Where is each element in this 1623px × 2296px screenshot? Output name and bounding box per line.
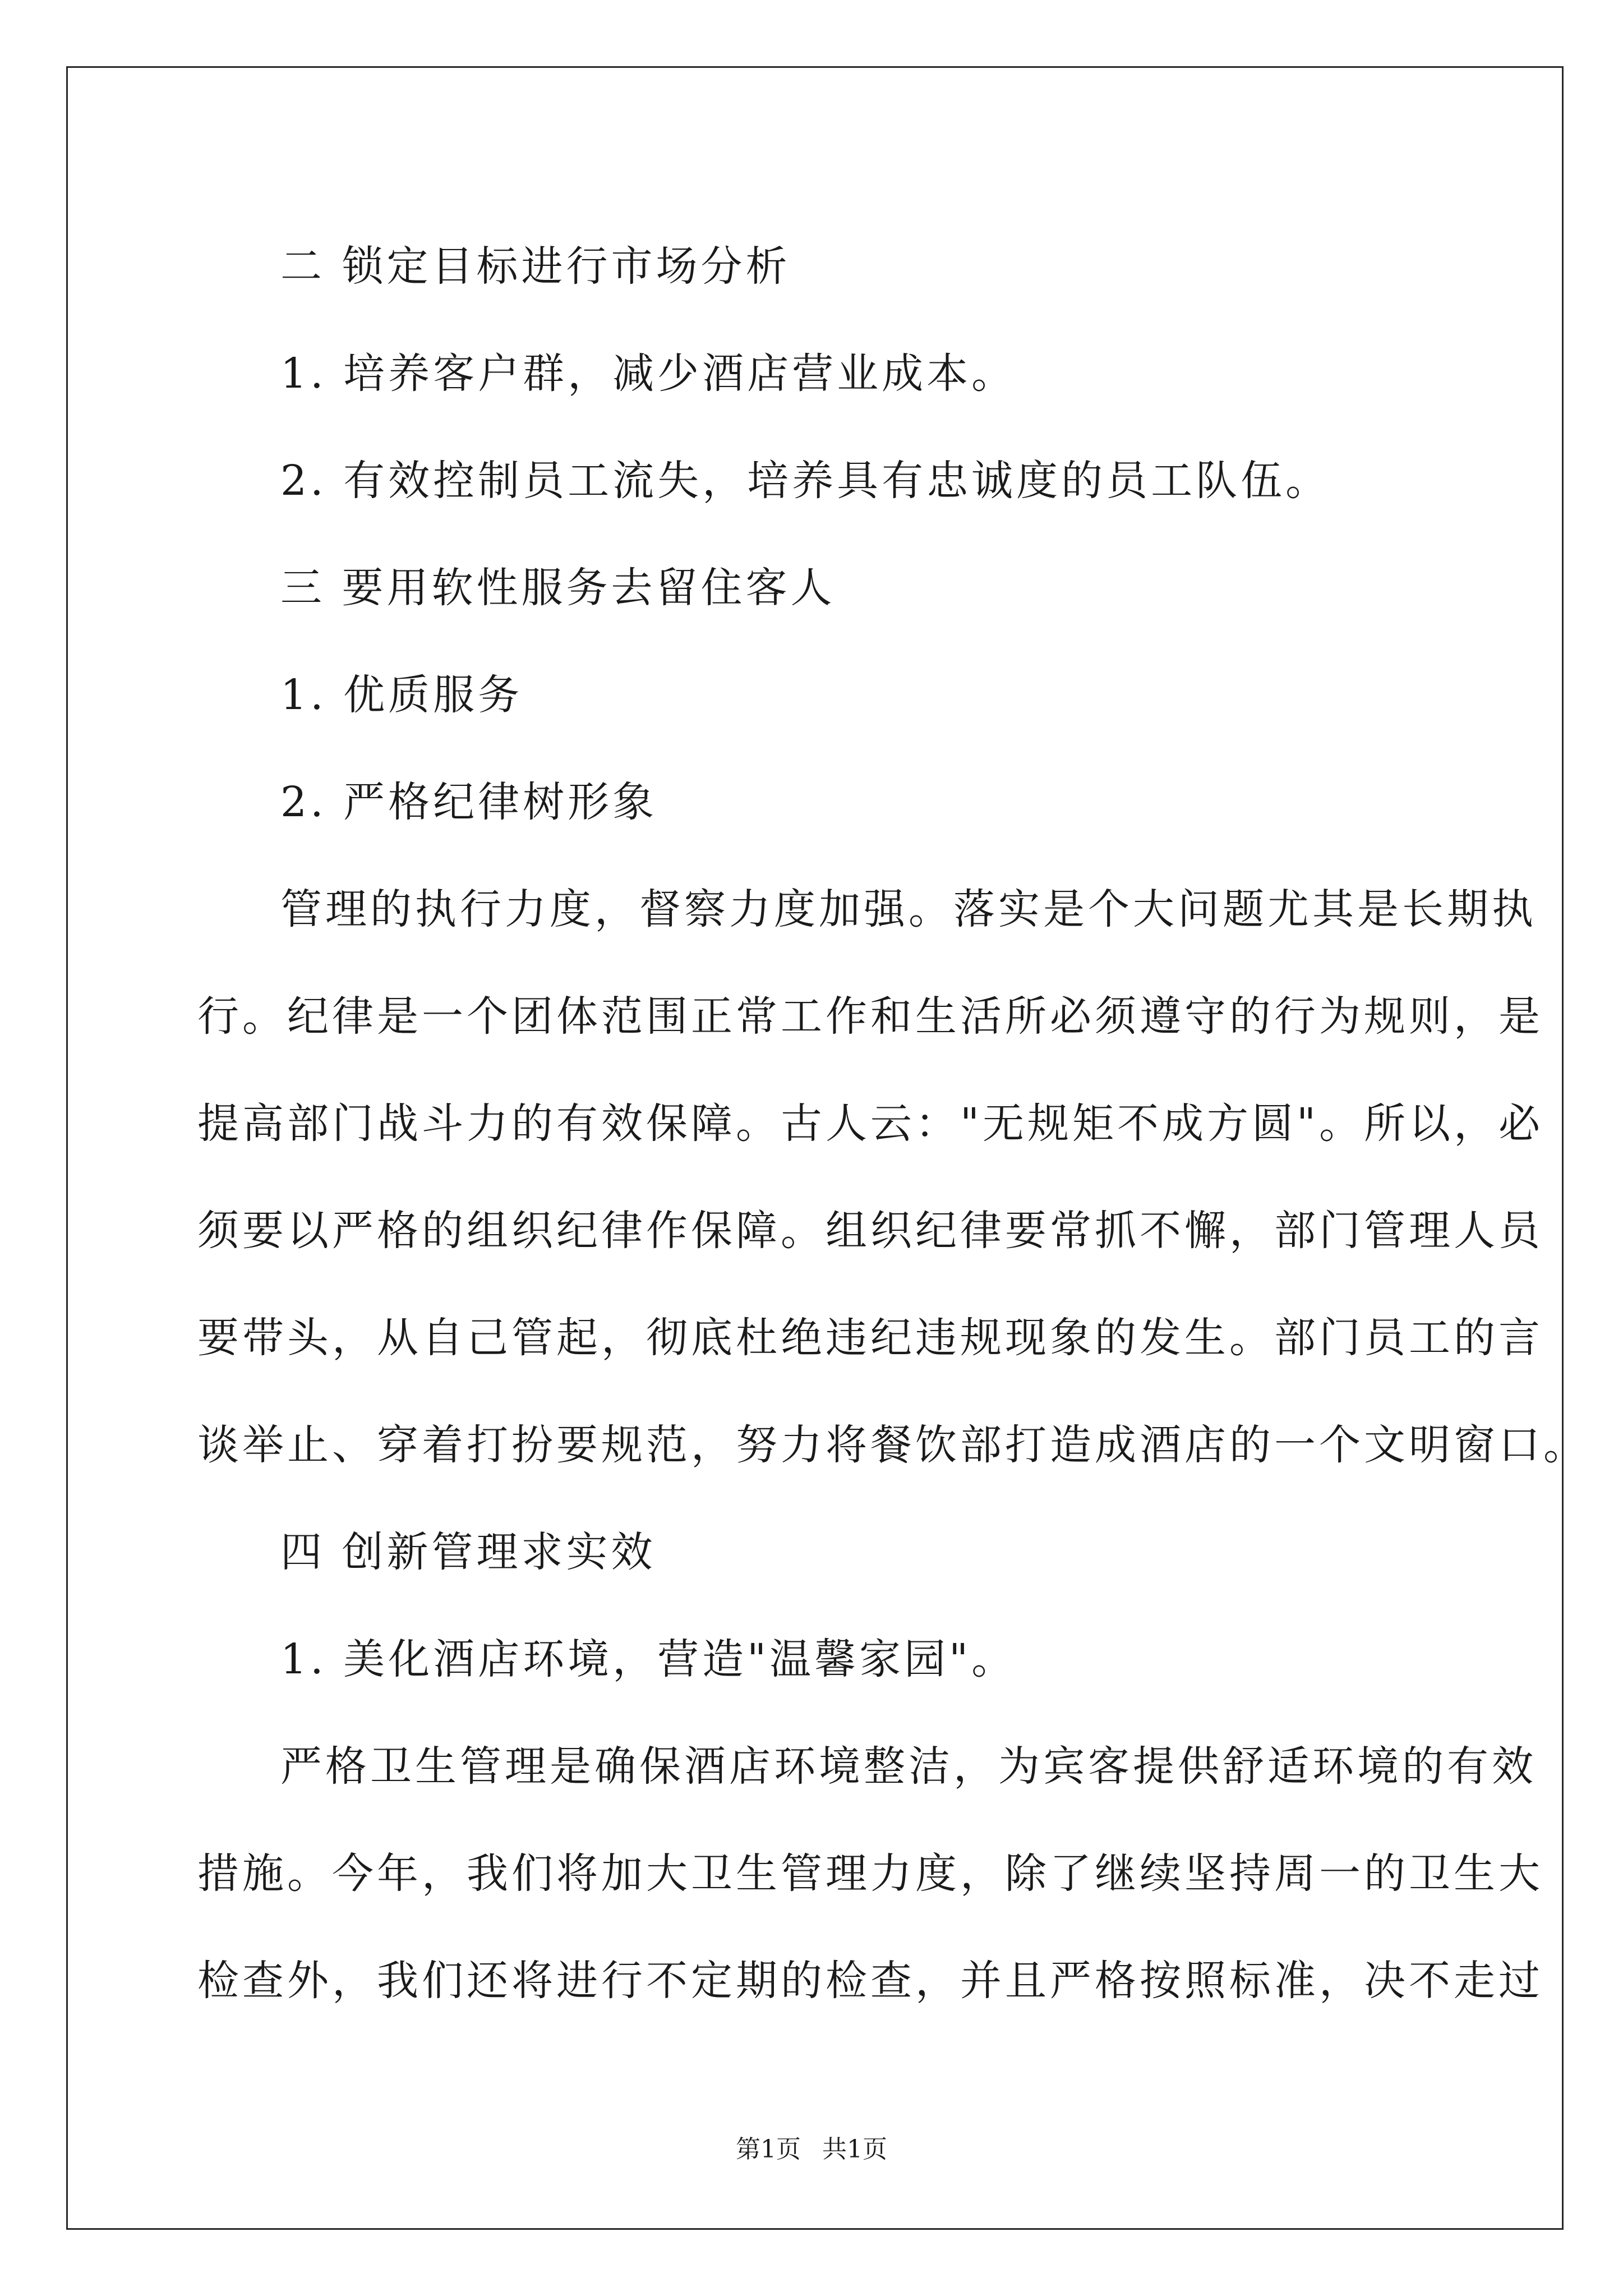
- paragraph-line: 检查外，我们还将进行不定期的检查，并且严格按照标准，决不走过: [197, 1957, 1543, 2005]
- paragraph-line: 行。纪律是一个团体范围正常工作和生活所必须遵守的行为规则，是: [197, 992, 1543, 1041]
- list-item: 1. 优质服务: [280, 671, 523, 719]
- section-heading: 三 要用软性服务去留住客人: [280, 564, 836, 612]
- paragraph-line: 谈举止、穿着打扮要规范，努力将餐饮部打造成酒店的一个文明窗口。: [197, 1421, 1588, 1469]
- page-total: 共1页: [822, 2135, 887, 2164]
- list-item: 2. 严格纪律树形象: [280, 778, 658, 826]
- paragraph-line: 要带头，从自己管起，彻底杜绝违纪违规现象的发生。部门员工的言: [197, 1314, 1543, 1362]
- paragraph-line: 提高部门战斗力的有效保障。古人云："无规矩不成方圆"。所以，必: [197, 1099, 1544, 1148]
- paragraph-line: 严格卫生管理是确保酒店环境整洁，为宾客提供舒适环境的有效: [280, 1742, 1537, 1791]
- paragraph-line: 须要以严格的组织纪律作保障。组织纪律要常抓不懈，部门管理人员: [197, 1207, 1543, 1255]
- page-number: 第1页: [736, 2135, 801, 2164]
- list-item: 1. 美化酒店环境，营造"温馨家园"。: [280, 1635, 1017, 1683]
- section-heading: 二 锁定目标进行市场分析: [280, 242, 791, 291]
- paragraph-line: 措施。今年，我们将加大卫生管理力度，除了继续坚持周一的卫生大: [197, 1849, 1543, 1898]
- section-heading: 四 创新管理求实效: [280, 1528, 656, 1576]
- paragraph-line: 管理的执行力度，督察力度加强。落实是个大问题尤其是长期执: [280, 885, 1537, 933]
- page-footer: [0, 2133, 1623, 2166]
- list-item: 2. 有效控制员工流失，培养具有忠诚度的员工队伍。: [280, 457, 1331, 505]
- document-body: [197, 213, 1588, 2035]
- list-item: 1. 培养客户群，减少酒店营业成本。: [280, 349, 1017, 398]
